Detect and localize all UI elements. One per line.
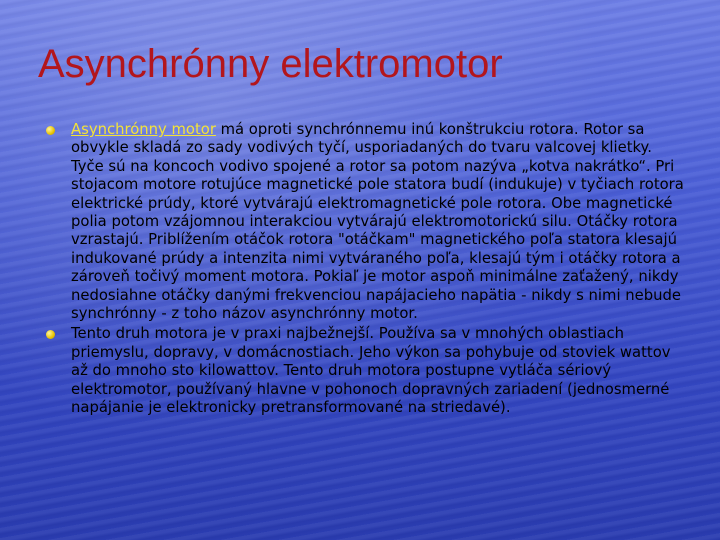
bullet-item <box>46 325 686 417</box>
asynchronous-motor-link[interactable]: Asynchrónny motor <box>71 121 216 138</box>
slide-title: Asynchrónny elektromotor <box>38 42 503 86</box>
bullet-text: má oproti synchrónnemu inú konštrukciu rotora. Rotor sa obvykle skladá zo sady vodivých tyčí, usporiadaných do tvaru valcovej klietky. Tyče sú na koncoch vodivo spojené a rotor sa potom nazýva „kotva nakrátko“. Pri stojacom motore rotujúce magnetické pole statora budí (indukuje) v tyčiach rotora elektrické prúdy, ktoré vytvárajú elektromagnetické pole rotora. Obe magnetické polia potom vzájomnou interakciou vytvárajú elektromotorickú silu. Otáčky rotora vzrastajú. Priblížením otáčok rotora "otáčkam" magnetického poľa statora klesajú indukované prúdy a intenzita nimi vytváraného poľa, klesajú tým i otáčky rotora a zároveň točivý moment motora. Pokiaľ je motor aspoň minimálne zaťažený, nikdy nedosiahne otáčky danými frekvenciou napájacieho napätia - nikdy s nimi nebude synchrónny - z toho názov asynchrónny motor. <box>71 121 684 323</box>
bullet-item <box>46 121 686 323</box>
bullet-list <box>46 121 686 420</box>
bullet-dot-icon <box>46 126 55 135</box>
bullet-text: Tento druh motora je v praxi najbežnejší. Používa sa v mnohých oblastiach priemyslu, dopravy, v domácnostiach. Jeho výkon sa pohybuje od stoviek wattov až do mnoho sto kilowattov. Tento druh motora postupne vytláča sériový elektromotor, používaný hlavne v pohonoch dopravných zariadení (jednosmerné napájanie je elektronicky pretransformované na striedavé). <box>71 325 671 417</box>
bullet-dot-icon <box>46 330 55 339</box>
